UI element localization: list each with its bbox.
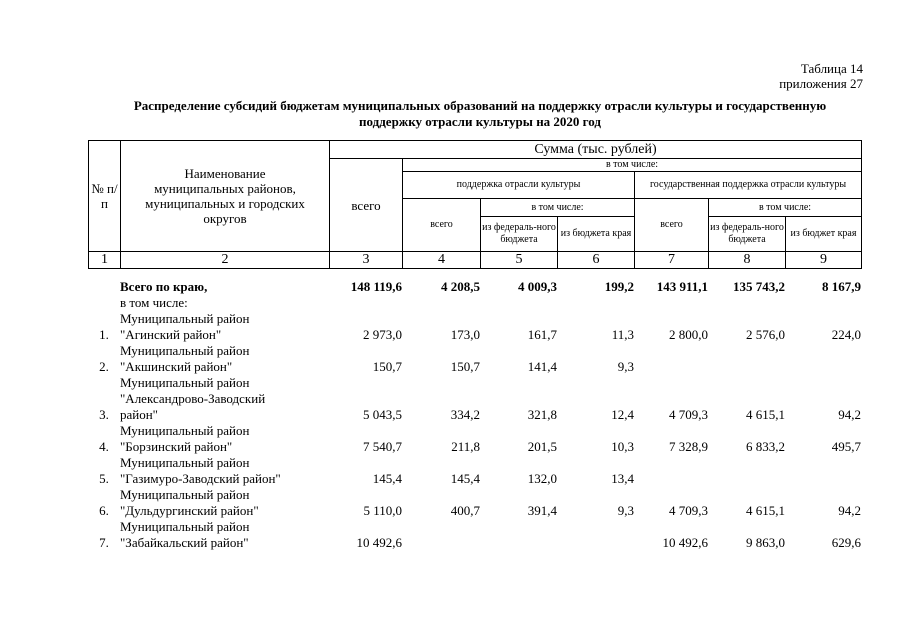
- cell-value: 224,0: [831, 327, 861, 342]
- cell-value: [402, 519, 480, 551]
- cell-value: 141,4: [527, 359, 557, 374]
- cell-value: 10 492,6: [356, 535, 402, 550]
- table-row: [88, 455, 861, 487]
- header-state-support: государственная поддержка отрасли культуры: [635, 172, 862, 199]
- cell-value: 391,4: [527, 503, 557, 518]
- cell-value: 201,5: [527, 439, 557, 454]
- total-value: 143 911,1: [656, 279, 708, 294]
- total-value: 199,2: [604, 279, 634, 294]
- cell-value: 495,7: [831, 439, 861, 454]
- row-name-line: "Акшинский район": [120, 359, 233, 374]
- cell-value: [785, 455, 861, 487]
- row-name-line: Муниципальный район: [120, 311, 250, 326]
- header-num: № п/п: [89, 141, 121, 252]
- cell-value: 9 863,0: [746, 535, 785, 550]
- total-value: 4 208,5: [441, 279, 480, 294]
- header-name: Наименование муниципальных районов, муниципальных и городских округов: [121, 141, 330, 252]
- col-number: 9: [786, 252, 862, 269]
- header-state-total: всего: [635, 199, 709, 252]
- cell-value: 94,2: [838, 407, 861, 422]
- cell-value: 132,0: [527, 471, 557, 486]
- row-name-line: "Газимуро-Заводский район": [120, 471, 281, 486]
- title-line-1: Распределение субсидий бюджетам муниципальных образований на поддержку отрасли культуры и государственную: [133, 98, 827, 113]
- col-number: 1: [89, 252, 121, 269]
- header-sum: Сумма (тыс. рублей): [330, 141, 862, 159]
- row-name-line: Муниципальный район: [120, 375, 250, 390]
- col-number: 2: [121, 252, 330, 269]
- cell-value: 9,3: [617, 503, 634, 518]
- row-index: 2.: [99, 359, 109, 374]
- cell-value: 94,2: [838, 503, 861, 518]
- cell-value: 12,4: [611, 407, 634, 422]
- cell-value: 4 709,3: [669, 503, 708, 518]
- cell-value: 9,3: [617, 359, 634, 374]
- header-federal: из федераль-ного бюджета: [481, 217, 558, 252]
- header-federal-2: из федераль-ного бюджета: [709, 217, 786, 252]
- header-support-total: всего: [403, 199, 481, 252]
- col-number: 7: [635, 252, 709, 269]
- row-name-line: "Дульдургинский район": [120, 503, 259, 518]
- header-including: в том числе:: [403, 159, 862, 172]
- cell-value: 10,3: [611, 439, 634, 454]
- table-row: [88, 423, 861, 455]
- cell-value: 400,7: [450, 503, 480, 518]
- cell-value: 150,7: [372, 359, 402, 374]
- cell-value: 4 615,1: [746, 503, 785, 518]
- cell-value: [785, 343, 861, 375]
- row-name-line: Муниципальный район: [120, 423, 250, 438]
- row-name-line: Муниципальный район: [120, 487, 250, 502]
- total-sublabel: в том числе:: [120, 295, 188, 310]
- col-number: 6: [558, 252, 635, 269]
- row-name-line: Муниципальный район: [120, 343, 250, 358]
- cell-value: 2 973,0: [363, 327, 402, 342]
- row-name-line: "Александрово-Заводский: [120, 391, 266, 406]
- total-value: 8 167,9: [822, 279, 861, 294]
- row-name: [120, 311, 329, 343]
- row-name: [120, 487, 329, 519]
- cell-value: 10 492,6: [662, 535, 708, 550]
- table-row: [88, 487, 861, 519]
- title-line-2: поддержку отрасли культуры на 2020 год: [359, 114, 601, 129]
- row-index: 6.: [99, 503, 109, 518]
- cell-value: 334,2: [450, 407, 480, 422]
- cell-value: 4 615,1: [746, 407, 785, 422]
- cell-value: 13,4: [611, 471, 634, 486]
- table-header: [88, 140, 862, 269]
- cell-value: 4 709,3: [669, 407, 708, 422]
- cell-value: 2 800,0: [669, 327, 708, 342]
- row-name: [120, 423, 329, 455]
- header-total: всего: [330, 159, 403, 252]
- cell-value: 7 540,7: [363, 439, 402, 454]
- cell-value: 2 576,0: [746, 327, 785, 342]
- row-name-line: "Забайкальский район": [120, 535, 249, 550]
- table-row: [88, 311, 861, 343]
- table-row: [88, 343, 861, 375]
- cell-value: [557, 519, 634, 551]
- total-row: [88, 279, 861, 311]
- cell-value: [480, 519, 557, 551]
- table-row: [88, 375, 861, 423]
- cell-value: [634, 455, 708, 487]
- row-index: 4.: [99, 439, 109, 454]
- cell-value: 5 110,0: [363, 503, 402, 518]
- row-name: [120, 343, 329, 375]
- total-value: 135 743,2: [733, 279, 785, 294]
- row-name: [120, 519, 329, 551]
- table-row: [88, 519, 861, 551]
- row-name-line: Муниципальный район: [120, 455, 250, 470]
- row-name-line: "Борзинский район": [120, 439, 233, 454]
- cell-value: 145,4: [450, 471, 480, 486]
- cell-value: 150,7: [450, 359, 480, 374]
- row-index: 1.: [99, 327, 109, 342]
- row-name: [120, 279, 329, 311]
- cell-value: 173,0: [450, 327, 480, 342]
- cell-value: 7 328,9: [669, 439, 708, 454]
- cell-value: [634, 343, 708, 375]
- col-number: 3: [330, 252, 403, 269]
- row-index: 7.: [99, 535, 109, 550]
- appendix-number: приложения 27: [779, 76, 863, 91]
- row-index: 5.: [99, 471, 109, 486]
- cell-value: 145,4: [372, 471, 402, 486]
- row-name-line: "Агинский район": [120, 327, 222, 342]
- cell-value: 321,8: [527, 407, 557, 422]
- header-regional: из бюджета края: [558, 217, 635, 252]
- cell-value: 161,7: [527, 327, 557, 342]
- page-title: [92, 98, 868, 130]
- header-support-including: в том числе:: [481, 199, 635, 217]
- cell-value: 5 043,5: [363, 407, 402, 422]
- table-number: Таблица 14: [800, 61, 863, 76]
- column-number-row: [89, 252, 862, 269]
- cell-value: 6 833,2: [746, 439, 785, 454]
- col-number: 4: [403, 252, 481, 269]
- table-body: [88, 279, 861, 551]
- cell-value: 211,8: [451, 439, 480, 454]
- cell-value: 11,3: [611, 327, 634, 342]
- col-number: 5: [481, 252, 558, 269]
- cell-value: [708, 343, 785, 375]
- total-label: Всего по краю,: [120, 279, 208, 294]
- row-name: [120, 455, 329, 487]
- header-state-including: в том числе:: [709, 199, 862, 217]
- row-name-line: Муниципальный район: [120, 519, 250, 534]
- header-regional-2: из бюджет края: [786, 217, 862, 252]
- row-name: [120, 375, 329, 423]
- row-index: [88, 279, 120, 311]
- header-culture-support: поддержка отрасли культуры: [403, 172, 635, 199]
- cell-value: 629,6: [831, 535, 861, 550]
- row-index: 3.: [99, 407, 109, 422]
- cell-value: [708, 455, 785, 487]
- col-number: 8: [709, 252, 786, 269]
- total-value: 148 119,6: [350, 279, 402, 294]
- row-name-line: район": [120, 407, 158, 422]
- total-value: 4 009,3: [518, 279, 557, 294]
